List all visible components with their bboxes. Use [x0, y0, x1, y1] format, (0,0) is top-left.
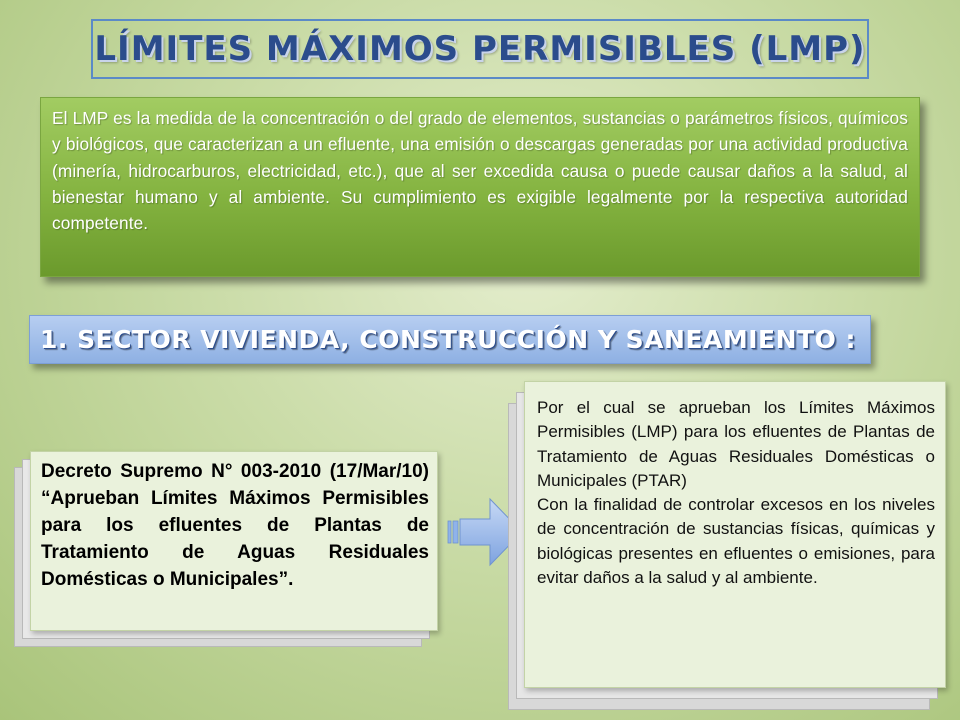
sector-heading-box [29, 315, 871, 364]
title-box [91, 19, 869, 79]
description-paragraph-1: Por el cual se aprueban los Límites Máximos Permisibles (LMP) para los efluentes de Plantas de Tratamiento de Aguas Residuales Domésticas o Municipales (PTAR) [537, 398, 935, 490]
description-card [524, 381, 946, 688]
sector-heading: 1. SECTOR VIVIENDA, CONSTRUCCIÓN Y SANEAMIENTO : [40, 325, 857, 354]
decree-text: Decreto Supremo N° 003-2010 (17/Mar/10) “Aprueban Límites Máximos Permisibles para los efluentes de Plantas de Tratamiento de Aguas Residuales Domésticas o Municipales”. [41, 461, 429, 590]
page-title: LÍMITES MÁXIMOS PERMISIBLES (LMP) [94, 29, 866, 69]
definition-text: El LMP es la medida de la concentración o del grado de elementos, sustancias o parámetros físicos, químicos y biológicos, que caracterizan a un efluente, una emisión o descargas generadas por una actividad productiva (minería, hidrocarburos, electricidad, etc.), que al ser excedida causa o puede causar daños a la salud, al bienestar humano y al ambiente. Su cumplimiento es exigible legalmente por la respectiva autoridad competente. [52, 108, 908, 234]
description-paragraph-2: Con la finalidad de controlar excesos en los niveles de concentración de sustancias físicas, químicas y biológicas presentes en efluentes o emisiones, para evitar daños a la salud y al ambiente. [537, 495, 935, 588]
definition-box [40, 97, 920, 277]
decree-card [30, 451, 438, 631]
description-text [537, 396, 935, 590]
